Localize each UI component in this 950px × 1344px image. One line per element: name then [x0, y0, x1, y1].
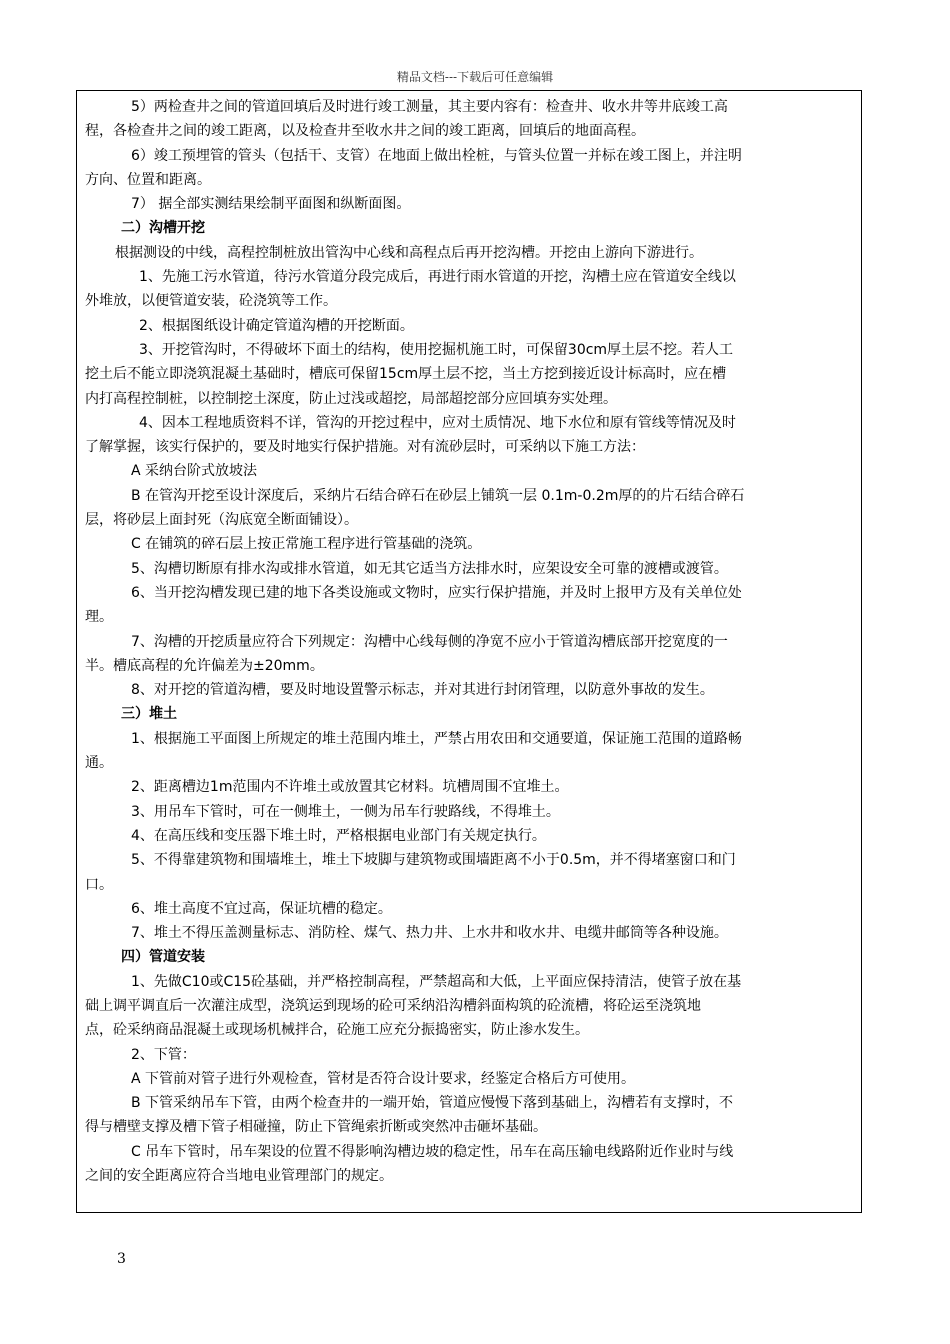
- text-line: 理。: [85, 609, 113, 626]
- text-line: 之间的安全距离应符合当地电业管理部门的规定。: [85, 1168, 393, 1185]
- text-line: 5）两检查井之间的管道回填后及时进行竣工测量，其主要内容有：检查井、收水井等井底竣工高: [131, 99, 728, 115]
- text-line: 6、当开挖沟槽发现已建的地下各类设施或文物时，应实行保护措施，并及时上报甲方及有关单位处: [131, 584, 742, 601]
- text-line: 3、用吊车下管时，可在一侧堆土，一侧为吊车行驶路线，不得堆土。: [131, 803, 560, 820]
- text-line: 点，砼采纳商品混凝土或现场机械拌合，砼施工应充分振捣密实，防止渗水发生。: [85, 1022, 589, 1039]
- text-line: 2、下管：: [131, 1046, 196, 1063]
- text-line: A 下管前对管子进行外观检查，管材是否符合设计要求，经鉴定合格后方可使用。: [131, 1070, 636, 1087]
- page-number: 3: [117, 1251, 126, 1267]
- text-line: 1、先施工污水管道，待污水管道分段完成后，再进行雨水管道的开挖，沟槽土应在管道安全线以: [139, 269, 736, 286]
- text-line: 4、在高压线和变压器下堆土时，严格根据电业部门有关规定执行。: [131, 827, 546, 844]
- text-line: 5、沟槽切断原有排水沟或排水管道，如无其它适当方法排水时，应架设安全可靠的渡槽或渡管。: [131, 560, 728, 577]
- section-heading: 四）管道安装: [121, 949, 205, 966]
- text-line: 外堆放，以便管道安装，砼浇筑等工作。: [85, 293, 337, 310]
- text-line: 4、因本工程地质资料不详，管沟的开挖过程中，应对土质情况、地下水位和原有管线等情况及时: [139, 414, 736, 431]
- text-line: 6）竣工预埋管的管头（包括干、支管）在地面上做出栓桩，与管头位置一并标在竣工图上，并注明: [131, 147, 742, 164]
- text-line: 程，各检查井之间的竣工距离，以及检查井至收水井之间的竣工距离，回填后的地面高程。: [85, 123, 645, 140]
- text-line: 7、沟槽的开挖质量应符合下列规定：沟槽中心线每侧的净宽不应小于管道沟槽底部开挖宽度的一: [131, 633, 728, 650]
- section-heading: 二）沟槽开挖: [121, 220, 205, 237]
- text-line: 3、开挖管沟时，不得破坏下面土的结构，使用挖掘机施工时，可保留30cm厚土层不挖。若人工: [139, 341, 734, 358]
- text-line: 了解掌握，该实行保护的，要及时地实行保护措施。对有流砂层时，可采纳以下施工方法：: [85, 439, 645, 456]
- text-line: 层，将砂层上面封死（沟底宽全断面铺设）。: [85, 512, 358, 529]
- text-line: 础上调平调直后一次灌注成型，浇筑运到现场的砼可采纳沿沟槽斜面构筑的砼流槽，将砼运至浇筑地: [85, 997, 701, 1014]
- text-line: 6、堆土高度不宜过高，保证坑槽的稳定。: [131, 900, 392, 917]
- text-line: 内打高程控制桩，以控制挖土深度，防止过浅或超挖，局部超挖部分应回填夯实处理。: [85, 390, 617, 407]
- text-line: 挖土后不能立即浇筑混凝土基础时，槽底可保留15cm厚土层不挖，当土方挖到接近设计标高时，应在槽: [85, 366, 727, 383]
- text-line: 方向、位置和距离。: [85, 171, 211, 188]
- page-header: 精品文档---下载后可任意编辑: [396, 70, 554, 84]
- text-line: 2、根据图纸设计确定管道沟槽的开挖断面。: [139, 317, 414, 334]
- text-line: 口。: [85, 876, 113, 893]
- text-line: 5、不得靠建筑物和围墙堆土，堆土下坡脚与建筑物或围墙距离不小于0.5m，并不得堵塞窗口和门: [131, 852, 736, 869]
- text-line: 根据测设的中线，高程控制桩放出管沟中心线和高程点后再开挖沟槽。开挖由上游向下游进行。: [115, 244, 703, 261]
- text-line: A 采纳台阶式放坡法: [131, 463, 258, 480]
- text-line: B 在管沟开挖至设计深度后，采纳片石结合碎石在砂层上铺筑一层 0.1m-0.2m厚的的片石结合碎石: [131, 487, 745, 504]
- text-line: 半。槽底高程的允许偏差为±20mm。: [85, 657, 324, 674]
- text-line: 2、距离槽边1m范围内不许堆土或放置其它材料。坑槽周围不宜堆土。: [131, 779, 569, 796]
- text-line: B 下管采纳吊车下管，由两个检查井的一端开始，管道应慢慢下落到基础上，沟槽若有支撑时，不: [131, 1095, 734, 1112]
- text-line: 1、根据施工平面图上所规定的堆土范围内堆土，严禁占用农田和交通要道，保证施工范围的道路畅: [131, 730, 742, 747]
- document-body-frame: [76, 90, 862, 1213]
- text-line: 8、对开挖的管道沟槽，要及时地设置警示标志，并对其进行封闭管理，以防意外事故的发生。: [131, 682, 714, 699]
- text-line: 得与槽壁支撑及槽下管子相碰撞，防止下管绳索折断或突然冲击砸坏基础。: [85, 1119, 547, 1136]
- text-line: C 吊车下管时，吊车架设的位置不得影响沟槽边坡的稳定性，吊车在高压输电线路附近作业时与线: [131, 1143, 734, 1160]
- text-line: 1、先做C10或C15砼基础，并严格控制高程，严禁超高和大低，上平面应保持清洁，使管子放在基: [131, 973, 742, 990]
- section-heading: 三）堆土: [121, 706, 177, 723]
- text-line: 7） 据全部实测结果绘制平面图和纵断面图。: [131, 196, 411, 213]
- text-line: 通。: [85, 755, 113, 772]
- text-line: 7、堆土不得压盖测量标志、消防栓、煤气、热力井、上水井和收水井、电缆井邮筒等各种设施。: [131, 925, 728, 942]
- text-line: C 在铺筑的碎石层上按正常施工程序进行管基础的浇筑。: [131, 536, 482, 553]
